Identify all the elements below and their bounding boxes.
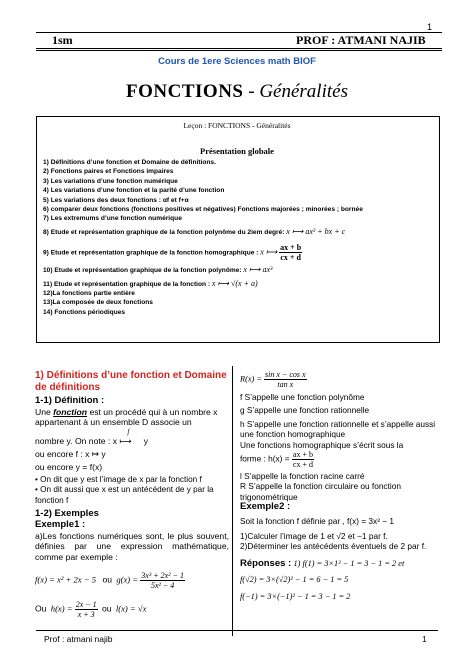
overview-list bbox=[43, 158, 433, 317]
list-item: 2) Fonctions paires et Fonctions impaires bbox=[43, 168, 174, 176]
item10-math: x ⟼ ax³ bbox=[243, 265, 273, 275]
arrow-label-f: f bbox=[127, 427, 130, 436]
fraction-R: $\frac{\text{sin x − cos x}}{\text{tan x}}$ bbox=[265, 370, 306, 389]
list-item-11 bbox=[43, 279, 433, 289]
list-item: 13)La composée de deux fonctions bbox=[43, 299, 153, 307]
list-item-9 bbox=[43, 243, 433, 262]
item9-math-pre: x ⟼ bbox=[260, 247, 278, 257]
subsection-1-1: 1-1) Définition : bbox=[35, 395, 105, 406]
line-l-racine: l S’appelle la fonction racine carré bbox=[240, 471, 365, 482]
line-h-homographique: h S’appelle une fonction rationnelle et s’appelle aussi une fonction homographique bbox=[240, 418, 436, 440]
formula-f-g: f(x) = x² + 2x − 5 ou g(x) = $\frac{\text{3x³ + 2x² − 1}}{\text{5x² − 4}}$ bbox=[35, 571, 184, 591]
main-title bbox=[0, 81, 474, 103]
line-f-polynome: f S’appelle une fonction polynôme bbox=[240, 392, 365, 402]
homographic-form: forme : h(x) = $\frac{ax + b}{cx + d}$ bbox=[240, 450, 313, 470]
question-1: 1)Calculer l’image de 1 et √2 et −1 par f. bbox=[240, 531, 388, 542]
list-item: 7) Les extremums d’une fonction numérique bbox=[43, 215, 182, 223]
line-R-circulaire: R S’appelle la fonction circulaire ou fonction trigonométrique bbox=[240, 481, 401, 502]
question-2: 2)Déterminer les antécédents éventuels de 2 par f. bbox=[240, 541, 427, 552]
main-title-sep: - bbox=[243, 81, 260, 102]
item8-text: 8) Etude et représentation graphique de la fonction polynôme du 2iem degré: bbox=[43, 228, 285, 236]
answer-2: f(√2) = 3×(√2)² − 1 = 6 − 1 = 5 bbox=[240, 575, 349, 585]
main-title-part1: FONCTIONS bbox=[126, 81, 244, 102]
presentation-heading: Présentation globale bbox=[200, 146, 274, 156]
item9-text: 9) Etude et représentation graphique de la fonction homographique : bbox=[43, 249, 259, 257]
lesson-label: Leçon : FONCTIONS - Généralités bbox=[183, 121, 291, 130]
notation-alt-2: ou encore y = f(x) bbox=[35, 461, 103, 472]
header-prof-label: PROF : ATMANI NAJIB bbox=[296, 33, 426, 47]
example1-text: a)Les fonctions numériques sont, le plus souvent, définies par une expression mathématique, comme par exemple : bbox=[35, 530, 229, 562]
definition-word: fonction bbox=[53, 406, 88, 417]
bullet-antecedent: • On dit aussi que x est un antécédent de y par la fonction f bbox=[35, 485, 214, 505]
item9-den: cx + d bbox=[280, 253, 301, 263]
list-item-10 bbox=[43, 265, 433, 275]
formula-h-l: Ou h(x) = $\frac{2x - 1}{x + 3}$ ou l(x) = √x bbox=[35, 600, 147, 620]
list-item: 6) comparer deux fonctions (fonctions positives et négatives) Fonctions majorées ; minorées ; bornée bbox=[43, 206, 363, 214]
footer-bar bbox=[36, 630, 438, 631]
header-class-label: 1sm bbox=[52, 33, 73, 47]
example1-label: Exemple1 : bbox=[35, 518, 86, 530]
item8-math: x ⟼ ax² + bx + c bbox=[286, 226, 346, 236]
list-item: 1) Définitions d’une fonction et Domaine de définitions. bbox=[43, 159, 216, 166]
list-item: 3) Les variations d’une fonction numérique bbox=[43, 177, 178, 185]
list-item-8 bbox=[43, 227, 433, 237]
footer-author: Prof : atmani najib bbox=[44, 634, 113, 644]
item11-text: 11) Etude et représentation graphique de la fonction : bbox=[43, 280, 211, 288]
notation-line: nombre y. On note : x f ⟼ y bbox=[35, 427, 149, 446]
list-item: 4) Les variations d’une fonction et la parité d’une fonction bbox=[43, 187, 225, 195]
item10-text: 10) Etude et représentation graphique de la fonction polynôme: bbox=[43, 267, 242, 275]
course-title: Cours de 1ere Sciences math BIOF bbox=[158, 56, 316, 67]
item9-fraction bbox=[279, 243, 302, 262]
left-column bbox=[35, 370, 229, 619]
page-number-top: 1 bbox=[427, 22, 433, 32]
formula-R: R(x) = $\frac{\text{sin x − cos x}}{\text{tan x}}$ bbox=[240, 370, 306, 389]
notation-alt-1: ou encore f : x ↦ y bbox=[35, 449, 106, 460]
list-item: 12)La fonctions partie entière bbox=[43, 290, 135, 298]
answer-3: f(−1) = 3×(−1)² − 1 = 3 − 1 = 2 bbox=[240, 591, 351, 601]
line-g-rationnelle: g S’appelle une fonction rationnelle bbox=[240, 405, 370, 416]
subsection-1-2: 1-2) Exemples bbox=[35, 508, 99, 520]
item9-num: ax + b bbox=[280, 243, 302, 253]
answer-1: Réponses : 1) f(1) = 3×1² − 1 = 3 − 1 = 2 et bbox=[240, 557, 405, 569]
fraction-g: $\frac{\text{3x³ + 2x² − 1}}{\text{5x² − 4}}$ bbox=[141, 571, 184, 591]
list-item: 14) Fonctions périodiques bbox=[43, 308, 126, 316]
definition-text: Une fonction est un procédé qui à un nombre x appartenant à un ensemble D associe un bbox=[35, 406, 218, 428]
example2-text: Soit la fonction f définie par , f(x) = 3x² − 1 bbox=[240, 515, 395, 526]
fraction-h: $\frac{2x - 1}{x + 3}$ bbox=[75, 600, 97, 620]
homographic-form-intro: Une fonctions homographique s’écrit sous la bbox=[240, 439, 404, 450]
right-column bbox=[240, 370, 440, 602]
footer-page-number: 1 bbox=[422, 634, 427, 644]
example2-label: Exemple2 : bbox=[240, 501, 291, 513]
fraction-homographic: $\frac{ax + b}{cx + d}$ bbox=[292, 450, 313, 470]
main-title-part2: Généralités bbox=[259, 81, 348, 102]
column-divider bbox=[232, 366, 233, 636]
item11-math: x ⟼ √(x + a) bbox=[211, 278, 258, 288]
bullet-image: • On dit que y est l’image de x par la fonction f bbox=[35, 474, 202, 484]
section1-title: 1) Définitions d’une fonction et Domaine de définitions bbox=[35, 370, 227, 393]
list-item: 5) Les variations des deux fonctions : αf et f+α bbox=[43, 196, 189, 204]
